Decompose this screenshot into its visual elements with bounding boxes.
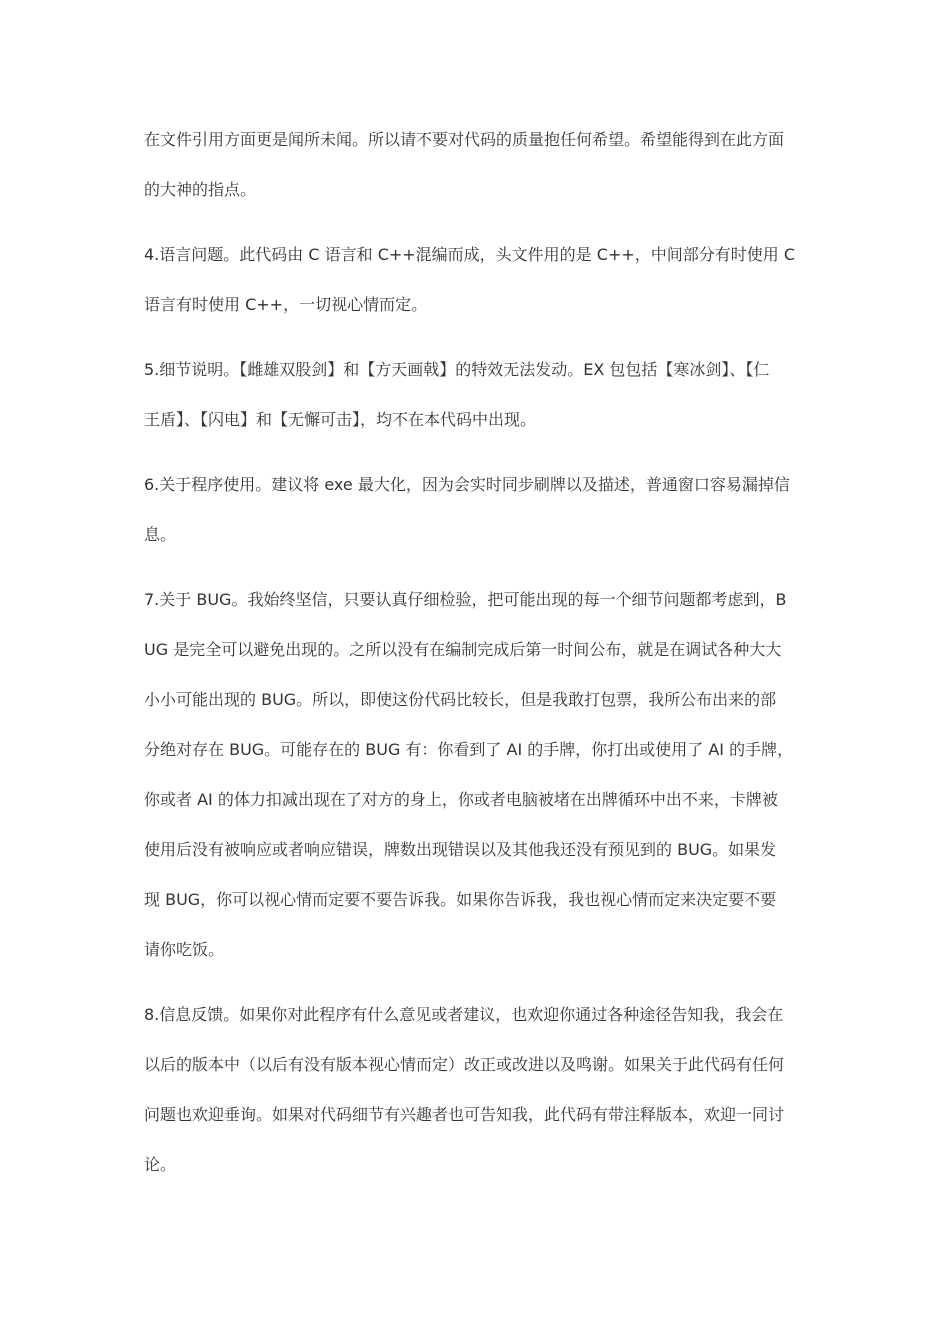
text-line: 使用后没有被响应或者响应错误，牌数出现错误以及其他我还没有预见到的 BUG。如果发 bbox=[144, 840, 777, 859]
paragraph-detail-notes bbox=[144, 345, 808, 445]
text-line: 语言有时使用 C++，一切视心情而定。 bbox=[144, 295, 428, 314]
paragraph-bug bbox=[144, 575, 808, 975]
paragraph-program-usage bbox=[144, 460, 808, 560]
text-line: 6.关于程序使用。建议将 exe 最大化，因为会实时同步刷牌以及描述，普通窗口容易漏掉信 bbox=[144, 475, 790, 494]
text-line: 请你吃饭。 bbox=[144, 940, 225, 959]
paragraph-feedback bbox=[144, 990, 808, 1190]
text-line: 的大神的指点。 bbox=[144, 180, 257, 199]
text-line: 以后的版本中（以后有没有版本视心情而定）改正或改进以及鸣谢。如果关于此代码有任何 bbox=[144, 1055, 785, 1074]
text-line: 你或者 AI 的体力扣减出现在了对方的身上，你或者电脑被堵在出牌循环中出不来，卡牌被 bbox=[144, 790, 778, 809]
text-line: 7.关于 BUG。我始终坚信，只要认真仔细检验，把可能出现的每一个细节问题都考虑到，B bbox=[144, 590, 787, 609]
text-line: 息。 bbox=[144, 525, 177, 544]
text-line: 现 BUG，你可以视心情而定要不要告诉我。如果你告诉我，我也视心情而定来决定要不要 bbox=[144, 890, 777, 909]
text-line: 5.细节说明。【雌雄双股剑】和【方天画戟】的特效无法发动。EX 包包括【寒冰剑】、【仁 bbox=[144, 360, 770, 379]
text-line: 4.语言问题。此代码由 C 语言和 C++混编而成，头文件用的是 C++，中间部分有时使用 C bbox=[144, 245, 796, 264]
text-line: 8.信息反馈。如果你对此程序有什么意见或者建议，也欢迎你通过各种途径告知我，我会在 bbox=[144, 1005, 784, 1024]
text-line: 问题也欢迎垂询。如果对代码细节有兴趣者也可告知我，此代码有带注释版本，欢迎一同讨 bbox=[144, 1105, 785, 1124]
text-line: 分绝对存在 BUG。可能存在的 BUG 有：你看到了 AI 的手牌，你打出或使用了 AI 的手牌， bbox=[144, 740, 794, 759]
text-line: 王盾】、【闪电】和【无懈可击】，均不在本代码中出现。 bbox=[144, 410, 537, 429]
text-line: UG 是完全可以避免出现的。之所以没有在编制完成后第一时间公布，就是在调试各种大大 bbox=[144, 640, 782, 659]
paragraph-language-issue bbox=[144, 230, 808, 330]
text-line: 小小可能出现的 BUG。所以，即使这份代码比较长，但是我敢打包票，我所公布出来的部 bbox=[144, 690, 777, 709]
text-line: 在文件引用方面更是闻所未闻。所以请不要对代码的质量抱任何希望。希望能得到在此方面 bbox=[144, 130, 785, 149]
text-line: 论。 bbox=[144, 1155, 177, 1174]
paragraph-file-reference bbox=[144, 115, 808, 215]
